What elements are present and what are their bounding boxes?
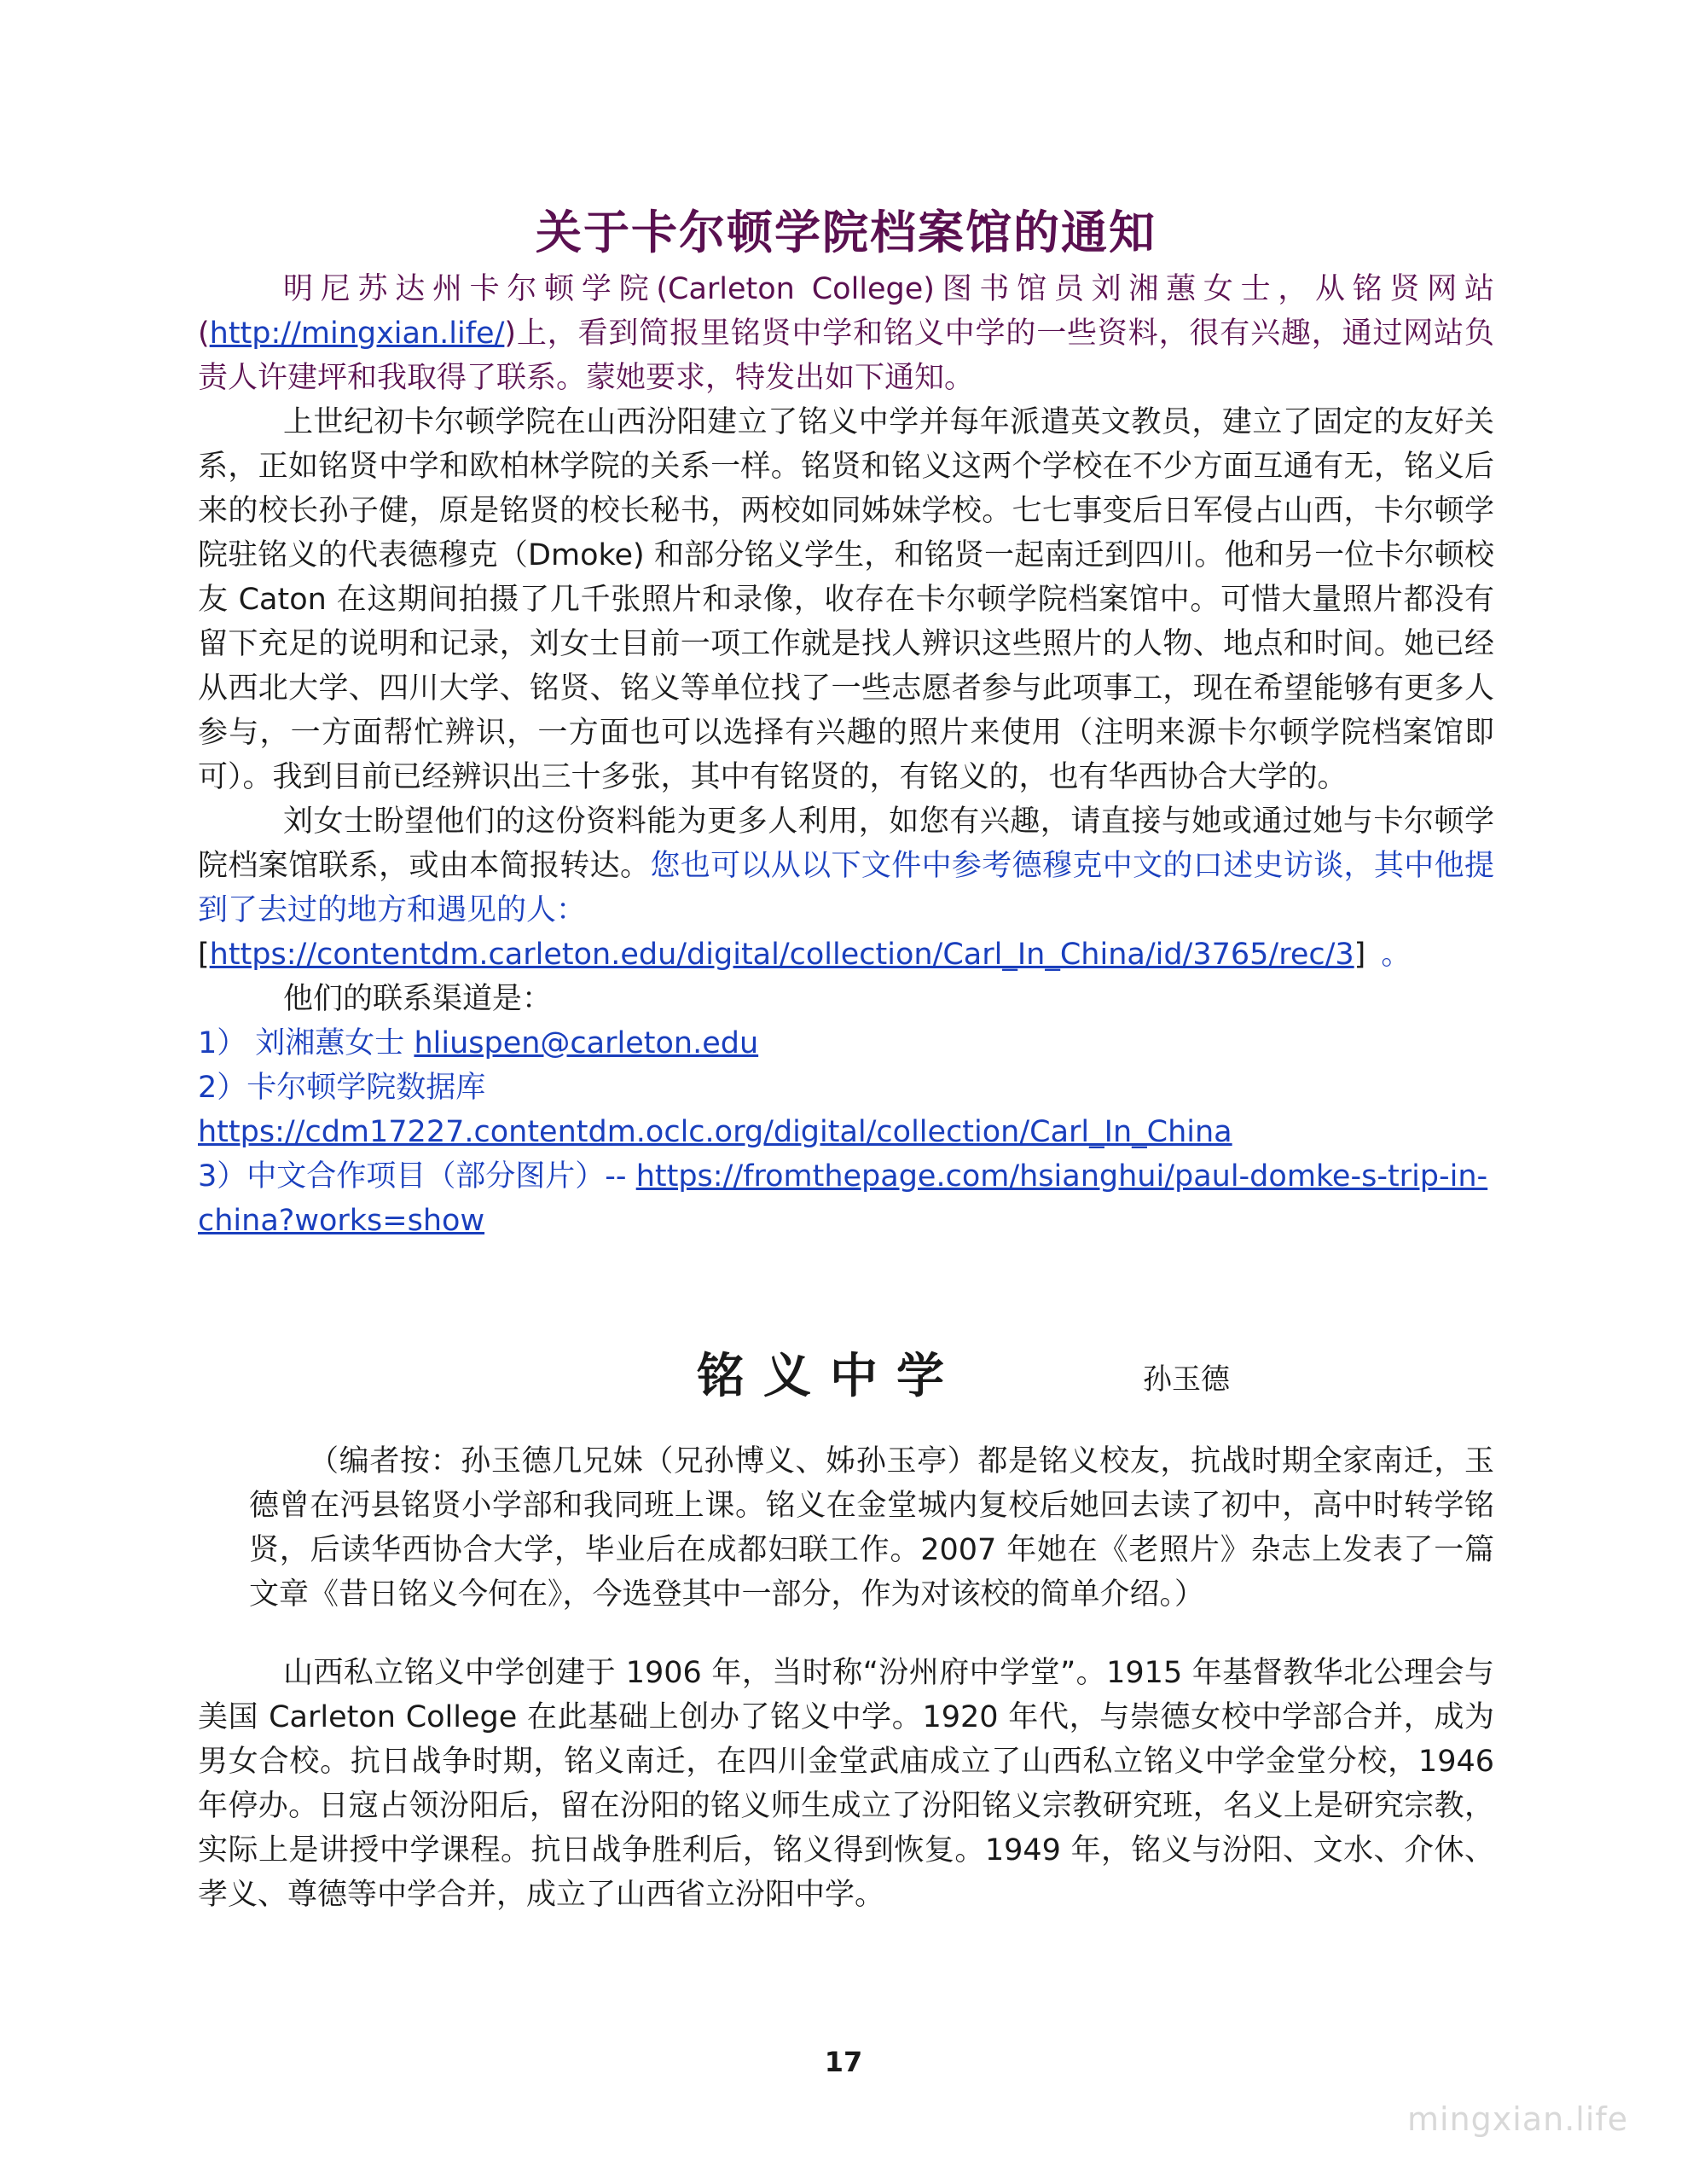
contact-item-3 [198,1154,1494,1243]
contact-2-number: 2） [198,1071,247,1105]
contact-email-link[interactable]: hliuspen@carleton.edu [414,1026,759,1060]
notice-p3-end: 。 [1381,938,1412,972]
contacts-intro: 他们的联系渠道是： [283,982,553,1016]
article-title: 铭义中学 [697,1349,963,1404]
carleton-database-link[interactable]: https://cdm17227.contentdm.oclc.org/digital/collection/Carl_In_China [198,1115,1232,1149]
notice-paragraph-2: 上世纪初卡尔顿学院在山西汾阳建立了铭义中学并每年派遣英文教员，建立了固定的友好关系，正如铭贤中学和欧柏林学院的关系一样。铭贤和铭义这两个学校在不少方面互通有无，铭义后来的校长孙子健，原是铭贤的校长秘书，两校如同姊妹学校。七七事变后日军侵占山西，卡尔顿学院驻铭义的代表德穆克（Dmoke) 和部分铭义学生，和铭贤一起南迁到四川。他和另一位卡尔顿校友 Caton 在这期间拍摄了几千张照片和录像，收存在卡尔顿学院档案馆中。可惜大量照片都没有留下充足的说明和记录，刘女士目前一项工作就是找人辨识这些照片的人物、地点和时间。她已经从西北大学、四川大学、铭贤、铭义等单位找了一些志愿者参与此项事工，现在希望能够有更多人参与，一方面帮忙辨识，一方面也可以选择有兴趣的照片来使用（注明来源卡尔顿学院档案馆即可）。我到目前已经辨识出三十多张，其中有铭贤的，有铭义的，也有华西协合大学的。 [198,405,1494,794]
notice-paragraph-3 [198,799,1494,977]
notice-p1-text-b: 上，看到简报里铭贤中学和铭义中学的一些资料，很有兴趣，通过网站负责人许建坪和我取得了联系。蒙她要求，特发出如下通知。 [198,317,1494,395]
editor-note-text: （编者按：孙玉德几兄妹（兄孙博义、姊孙玉亭）都是铭义校友，抗战时期全家南迁，玉德曾在沔县铭贤小学部和我同班上课。铭义在金堂城内复校后她回去读了初中，高中时转学铭贤，后读华西协合大学，毕业后在成都妇联工作。2007 年她在《老照片》杂志上发表了一篇文章《昔日铭义今何在》，今选登其中一部分，作为对该校的简单介绍。） [249,1444,1494,1612]
article-body: 山西私立铭义中学创建于 1906 年，当时称“汾州府中学堂”。1915 年基督教华北公理会与美国 Carleton College 在此基础上创办了铭义中学。1920 年代，与崇德女校中学部合并，成为男女合校。抗日战争时期，铭义南迁，在四川金堂武庙成立了山西私立铭义中学金堂分校，1946 年停办。日寇占领汾阳后，留在汾阳的铭义师生成立了汾阳铭义宗教研究班，名义上是研究宗教，实际上是讲授中学课程。抗日战争胜利后，铭义得到恢复。1949 年，铭义与汾阳、文水、介休、孝义、尊德等中学合并，成立了山西省立汾阳中学。 [198,1656,1494,1912]
notice-p3-bracket-open: [ [198,938,210,972]
page-number: 17 [824,2046,863,2078]
editor-note [249,1439,1494,1617]
watermark: mingxian.life [1407,2100,1629,2138]
article-author: 孙玉德 [1143,1362,1230,1397]
contact-2-label: 卡尔顿学院数据库 [246,1071,486,1105]
notice-p3-bracket-close: ] [1354,938,1366,972]
contact-item-2 [198,1066,1494,1154]
contact-3-label: 中文合作项目（部分图片）-- [246,1159,627,1194]
oral-history-link[interactable]: https://contentdm.carleton.edu/digital/collection/Carl_In_China/id/3765/rec/3 [209,938,1354,972]
page-content [198,196,1494,1917]
contact-1-number: 1） [198,1026,247,1060]
article-header [198,1339,1494,1407]
notice-p1-text-a: 明尼苏达州卡尔顿学院(Carleton College)图书馆员刘湘蕙女士，从铭贤网站 [283,272,1494,306]
fromthepage-link[interactable]: https://fromthepage.com/hsianghui/paul-domke-s-trip-in-china?works=show [198,1159,1488,1238]
notice-p1-paren-close: ) [504,317,517,351]
notice-p1-paren-open: ( [198,317,210,351]
contact-1-label: 刘湘蕙女士 [255,1026,405,1060]
mingxian-website-link[interactable]: http://mingxian.life/ [209,317,505,351]
notice-paragraph-1 [198,267,1494,400]
contact-item-1 [198,1021,1494,1066]
contact-3-number: 3） [198,1159,247,1194]
notice-p3-text-a: 刘女士盼望他们的这份资料能为更多人利用，如您有兴趣，请直接与她或通过她与卡尔顿学院档案馆联系，或由本简报转达。 [198,804,1494,883]
notice-p3-text-b: 您也可以从以下文件中参考德穆克中文的口述史访谈，其中他提到了去过的地方和遇见的人： [198,849,1494,927]
notice-title: 关于卡尔顿学院档案馆的通知 [536,206,1157,259]
